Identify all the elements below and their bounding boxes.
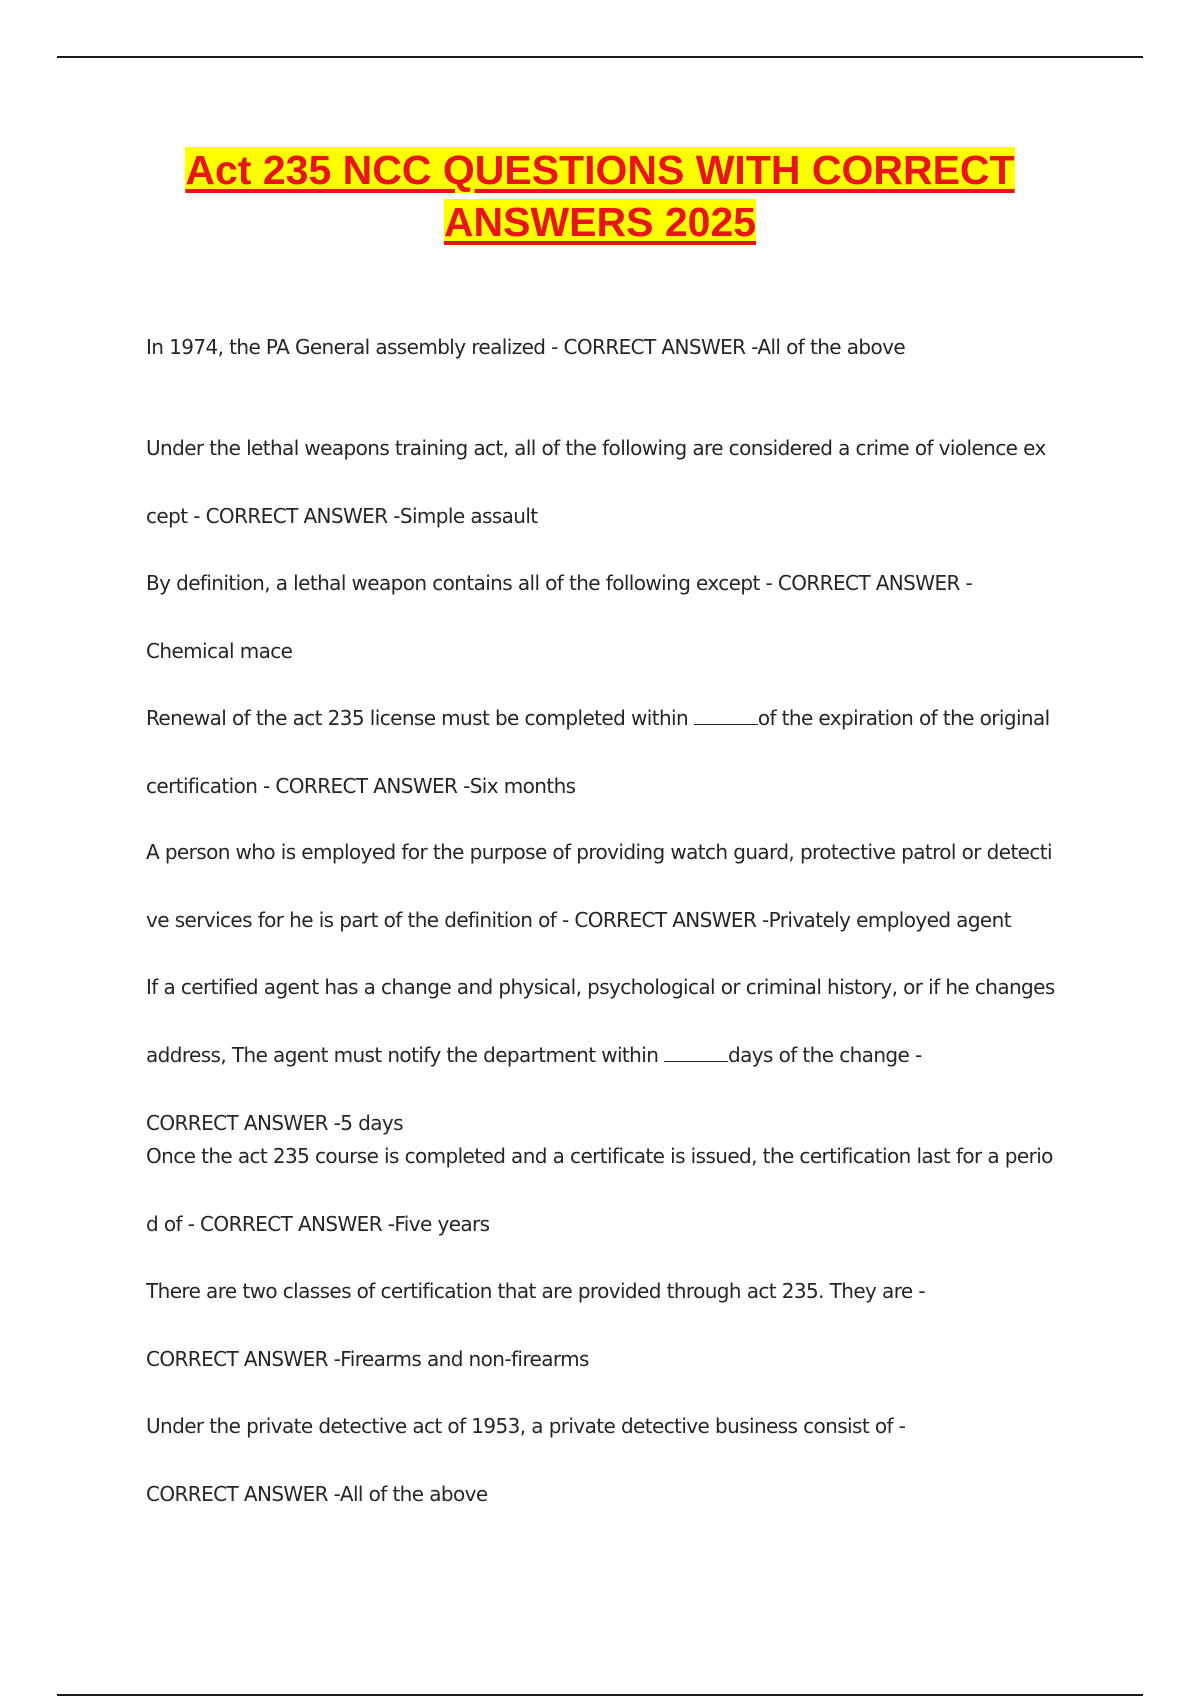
- title-line-1: Act 235 NCC QUESTIONS WITH CORRECT: [185, 147, 1015, 193]
- qa-line: There are two classes of certification that are provided through act 235. They are -: [146, 1279, 925, 1303]
- title-line-2: ANSWERS 2025: [443, 199, 757, 245]
- qa-line: ve services for he is part of the definition of - CORRECT ANSWER -Privately employed agent: [146, 908, 1011, 932]
- qa-line: [146, 1038, 1092, 1072]
- qa-line: If a certified agent has a change and physical, psychological or criminal history, or if he changes: [146, 975, 1055, 999]
- qa-line: In 1974, the PA General assembly realized - CORRECT ANSWER -All of the above: [146, 335, 906, 359]
- qa-line: Under the private detective act of 1953, a private detective business consist of -: [146, 1414, 906, 1438]
- qa-line: CORRECT ANSWER -Firearms and non-firearms: [146, 1347, 589, 1371]
- qa-line: CORRECT ANSWER -5 days: [146, 1111, 403, 1135]
- qa-item-1: [146, 296, 1092, 398]
- qa-line: [146, 701, 1092, 735]
- qa-line: d of - CORRECT ANSWER -Five years: [146, 1212, 490, 1236]
- qa-line: certification - CORRECT ANSWER -Six months: [146, 774, 576, 798]
- qa-text: Renewal of the act 235 license must be completed within: [146, 706, 694, 730]
- qa-line: cept - CORRECT ANSWER -Simple assault: [146, 504, 538, 528]
- qa-line: A person who is employed for the purpose of providing watch guard, protective patrol or detecti: [146, 840, 1052, 864]
- qa-line: Under the lethal weapons training act, all of the following are considered a crime of violence ex: [146, 436, 1046, 460]
- qa-line: By definition, a lethal weapon contains all of the following except - CORRECT ANSWER -: [146, 571, 973, 595]
- bottom-rule: [57, 1694, 1143, 1696]
- qa-text: of the expiration of the original: [757, 706, 1050, 730]
- qa-line: CORRECT ANSWER -All of the above: [146, 1482, 488, 1506]
- qa-item-9: [146, 1375, 1092, 1545]
- qa-line: Chemical mace: [146, 639, 293, 663]
- document-title: [100, 144, 1100, 248]
- qa-text: address, The agent must notify the department within: [146, 1043, 665, 1067]
- fill-in-blank: [694, 706, 758, 725]
- fill-in-blank: [664, 1043, 728, 1062]
- qa-line: Once the act 235 course is completed and a certificate is issued, the certification last for a perio: [146, 1144, 1053, 1168]
- top-rule: [57, 56, 1143, 58]
- qa-text: days of the change -: [728, 1043, 922, 1067]
